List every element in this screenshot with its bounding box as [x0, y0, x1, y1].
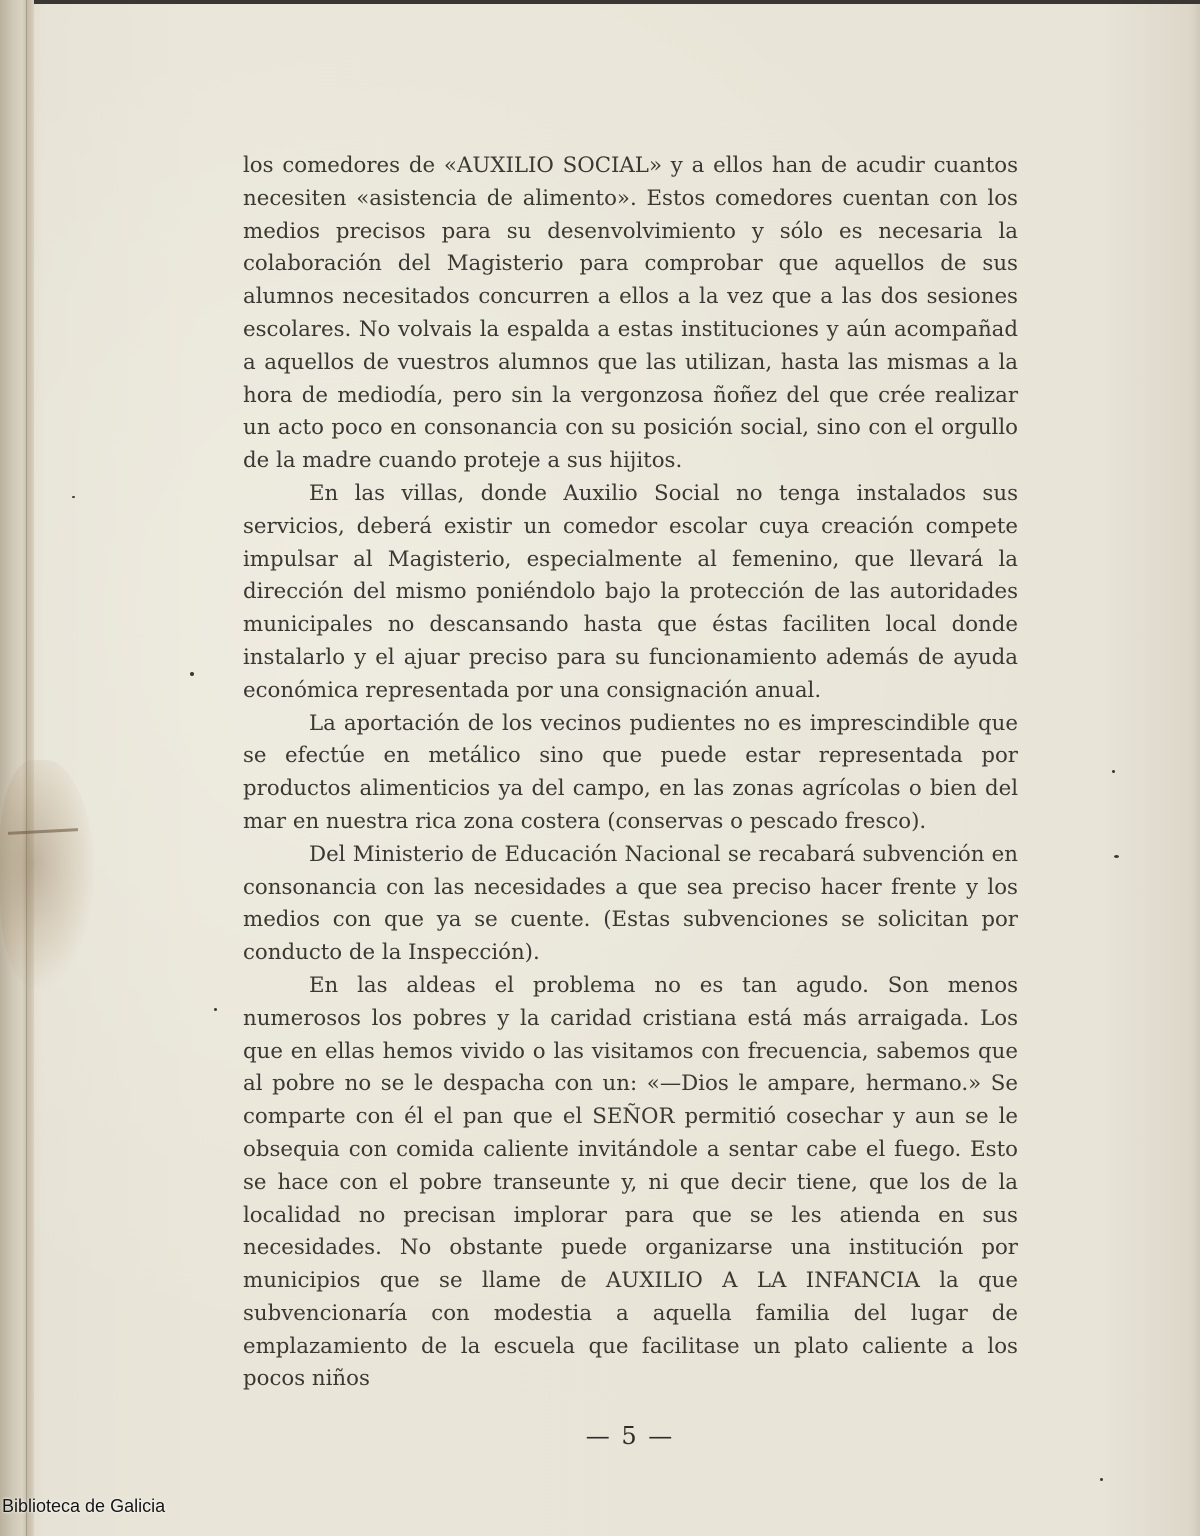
paragraph: los comedores de «AUXILIO SOCIAL» y a ellos han de acudir cuantos necesiten «asistencia de alimento». Estos comedores cuentan con los medios precisos para su desenvolvimiento y sólo es necesaria la colaboración del Magisterio para comprobar que aquellos de sus alumnos necesitados concurren a ellos a la vez que a las dos sesiones escolares. No volvais la espalda a estas instituciones y aún acompañad a aquellos de vuestros alumnos que las utilizan, hasta las mismas a la hora de mediodía, pero sin la vergonzosa ñoñez del que crée realizar un acto poco en consonancia con su posición social, sino con el orgullo de la madre cuando proteje a sus hijitos. — [243, 153, 1018, 474]
paragraph: Del Ministerio de Educación Nacional se recabará subvención en consonancia con las necesidades a que sea preciso hacer frente y los medios con que ya se cuente. (Estas subvenciones se solicitan por conducto de la Inspección). — [243, 841, 1018, 966]
paragraph: La aportación de los vecinos pudientes no es imprescindible que se efectúe en metálico sino que puede estar representada por productos alimenticios ya del campo, en las zonas agrícolas o bien del mar en nuestra rica zona costera (conservas o pescado fresco). — [243, 710, 1018, 834]
paragraph: En las villas, donde Auxilio Social no tenga instalados sus servicios, deberá existir un comedor escolar cuya creación compete impulsar al Magisterio, especialmente al femenino, que llevará la dirección del mismo poniéndolo bajo la protección de las autoridades municipales no descansando hasta que éstas faciliten local donde instalarlo y el ajuar preciso para su funcionamiento además de ayuda económica representada por una consignación anual. — [243, 480, 1018, 703]
body-text — [243, 150, 1018, 1396]
page-top-edge — [0, 0, 1200, 4]
page-number: — 5 — — [585, 1422, 675, 1450]
ink-speck — [1100, 1478, 1103, 1481]
paper-stain — [0, 760, 95, 990]
ink-speck — [190, 672, 194, 676]
library-watermark: Biblioteca de Galicia — [2, 1496, 166, 1516]
ink-speck — [1114, 855, 1119, 858]
ink-speck — [214, 1008, 217, 1011]
ink-speck — [1112, 770, 1115, 773]
paragraph: En las aldeas el problema no es tan agudo. Son menos numerosos los pobres y la caridad cristiana está más arraigada. Los que en ellas hemos vivido o las visitamos con frecuencia, sabemos que al pobre no se le despacha con un: «—Dios le ampare, hermano.» Se comparte con él el pan que el SEÑOR permitió cosechar y aun se le obsequia con comida caliente invitándole a sentar cabe el fuego. Esto se hace con el pobre transeunte y, ni que decir tiene, que los de la localidad no precisan implorar para que se les atienda en sus necesidades. No obstante puede organizarse una institución por municipios que se llame de AUXILIO A LA INFANCIA la que subvencionaría con modestia a aquella familia del lugar de emplazamiento de la escuela que facilitase un plato caliente a los pocos niños — [243, 972, 1018, 1392]
ink-speck — [72, 496, 75, 498]
